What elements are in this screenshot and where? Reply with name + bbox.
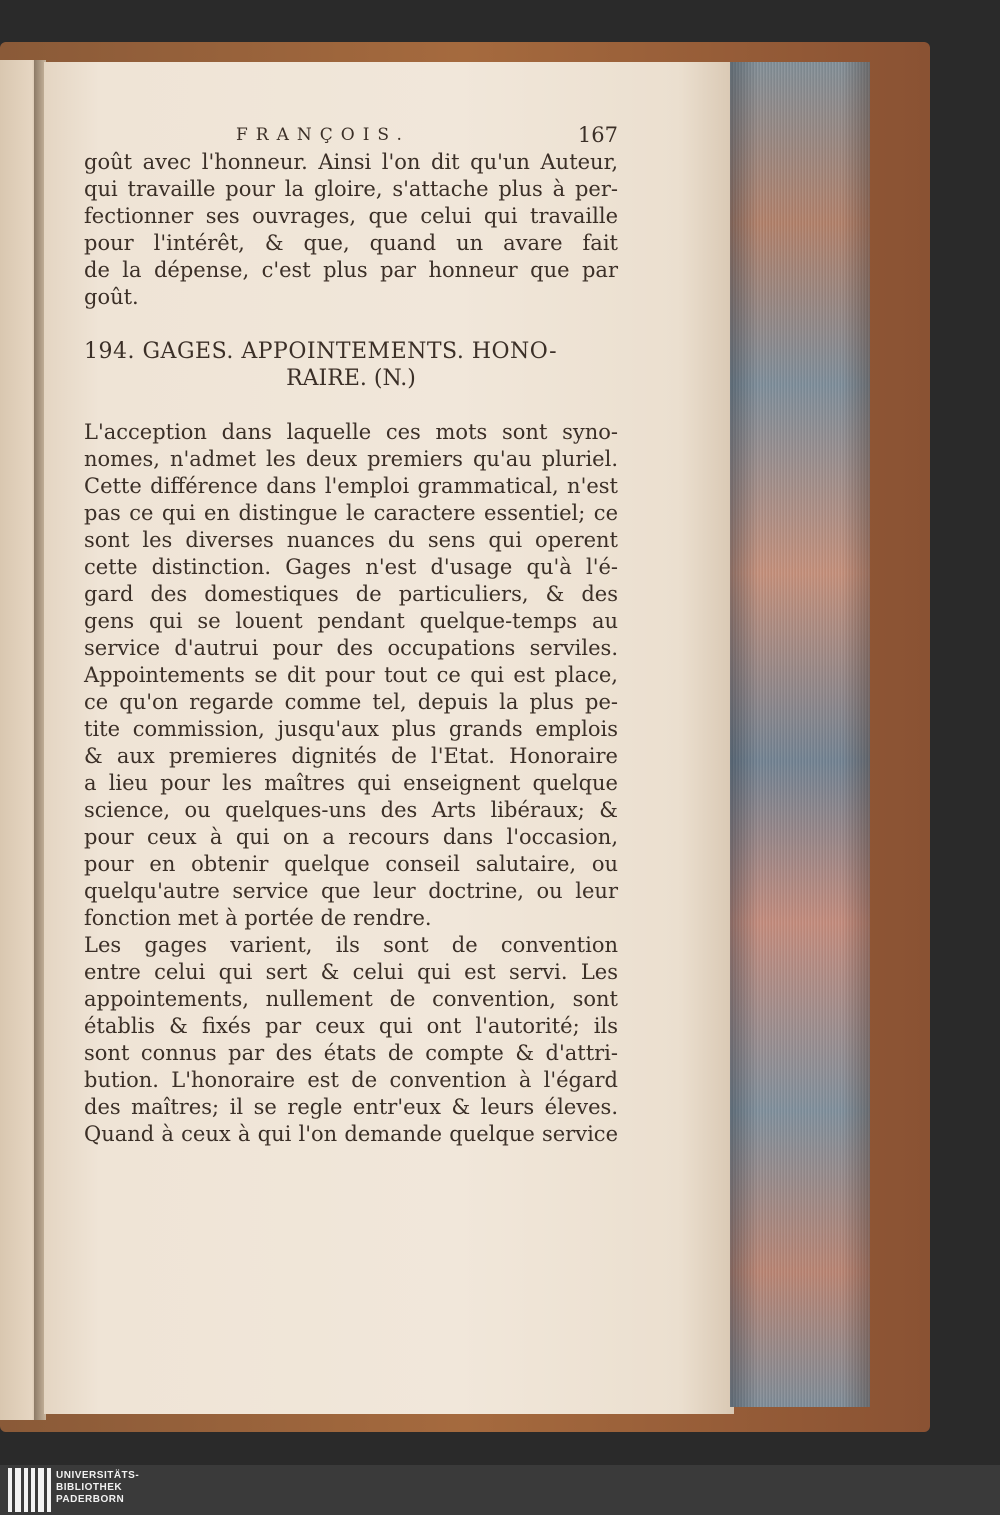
intro-paragraph — [84, 149, 618, 311]
text-line: gens qui se louent pendant quelque-temps au — [84, 609, 618, 633]
text-line: bution. L'honoraire est de convention à l'égard — [84, 1068, 618, 1092]
page-edges — [730, 62, 870, 1407]
text-line: & aux premieres dignités de l'Etat. Honoraire — [84, 744, 618, 768]
library-footer — [0, 1465, 1000, 1515]
text-line: établis & fixés par ceux qui ont l'autorité; ils — [84, 1014, 618, 1038]
text-line: ce qu'on regarde comme tel, depuis la plus pe- — [84, 690, 618, 714]
text-line: sont connus par des états de compte & d'attri- — [84, 1041, 618, 1065]
library-name — [56, 1470, 139, 1506]
text-line: nomes, n'admet les deux premiers qu'au pluriel. — [84, 447, 618, 471]
page-number: 167 — [577, 123, 618, 147]
text-line: Appointements se dit pour tout ce qui est place, — [84, 663, 618, 687]
text-line: de la dépense, c'est plus par honneur que par — [84, 258, 618, 282]
text-line: goût avec l'honneur. Ainsi l'on dit qu'un Auteur, — [84, 150, 618, 174]
text-line: goût. — [84, 285, 139, 309]
paragraph-2 — [84, 932, 618, 1148]
text-line: pas ce qui en distingue le caractere essentiel; ce — [84, 501, 618, 525]
heading-line-2: RAIRE. (N.) — [286, 366, 416, 391]
text-line: Cette différence dans l'emploi grammatical, n'est — [84, 474, 618, 498]
text-line: entre celui qui sert & celui qui est servi. Les — [84, 960, 618, 984]
library-line-1: UNIVERSITÄTS- — [56, 1470, 140, 1481]
text-line: pour l'intérêt, & que, quand un avare fait — [84, 231, 618, 255]
text-line: sont les diverses nuances du sens qui operent — [84, 528, 618, 552]
text-line: tite commission, jusqu'aux plus grands emplois — [84, 717, 618, 741]
text-line: L'acception dans laquelle ces mots sont syno- — [84, 420, 618, 444]
text-line: fectionner ses ouvrages, que celui qui travaille — [84, 204, 618, 228]
text-line: a lieu pour les maîtres qui enseignent quelque — [84, 771, 618, 795]
text-line: pour en obtenir quelque conseil salutaire, ou — [84, 852, 618, 876]
heading-line-1: 194. GAGES. APPOINTEMENTS. HONO- — [84, 339, 558, 364]
library-line-3: PADERBORN — [56, 1494, 125, 1505]
text-line: service d'autrui pour des occupations serviles. — [84, 636, 618, 660]
text-line: gard des domestiques de particuliers, & des — [84, 582, 618, 606]
text-line: quelqu'autre service que leur doctrine, ou leur — [84, 879, 618, 903]
text-line: qui travaille pour la gloire, s'attache plus à per- — [84, 177, 618, 201]
text-line: pour ceux à qui on a recours dans l'occasion, — [84, 825, 618, 849]
text-line: Les gages varient, ils sont de convention — [84, 933, 618, 957]
text-line: science, ou quelques-uns des Arts libéraux; & — [84, 798, 618, 822]
library-line-2: BIBLIOTHEK — [56, 1482, 123, 1493]
section-heading — [84, 338, 618, 392]
text-line: Quand à ceux à qui l'on demande quelque service — [84, 1122, 618, 1146]
running-head: FRANÇOIS. — [236, 125, 410, 145]
paragraph-1 — [84, 419, 618, 932]
text-line: appointements, nullement de convention, sont — [84, 987, 618, 1011]
text-line: cette distinction. Gages n'est d'usage qu'à l'é- — [84, 555, 618, 579]
text-line: des maîtres; il se regle entr'eux & leurs éleves. — [84, 1095, 618, 1119]
page-text — [84, 122, 618, 1148]
text-line: fonction met à portée de rendre. — [84, 906, 432, 930]
running-header — [84, 122, 618, 149]
library-logo-icon — [8, 1468, 52, 1512]
